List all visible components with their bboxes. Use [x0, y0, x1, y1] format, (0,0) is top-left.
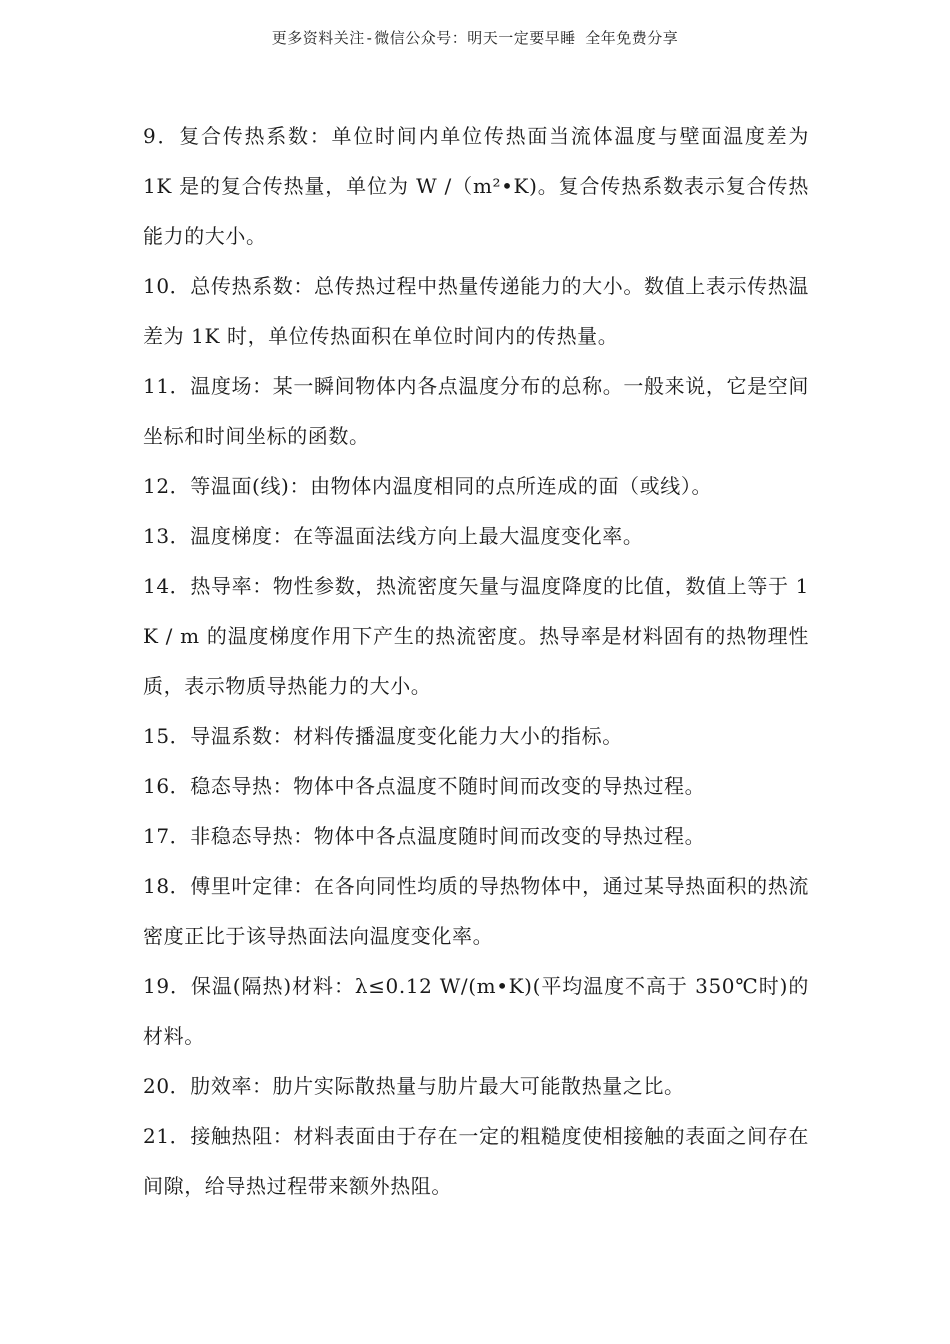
- item-definition: 材料表面由于存在一定的粗糙度使相接触的表面之间存在间隙，给导热过程带来额外热阻。: [143, 1124, 810, 1198]
- item-number: 19．: [143, 974, 191, 998]
- item-term: 温度场：: [190, 374, 273, 398]
- item-term: 温度梯度：: [190, 524, 294, 548]
- definition-item: [143, 561, 809, 711]
- item-number: 16．: [143, 774, 191, 798]
- definition-item: [143, 111, 809, 261]
- definition-item: [143, 861, 809, 961]
- item-definition: 在各向同性均质的导热物体中，通过某导热面积的热流密度正比于该导热面法向温度变化率。: [143, 874, 809, 948]
- item-definition: 材料传播温度变化能力大小的指标。: [293, 724, 623, 748]
- item-number: 20．: [143, 1074, 191, 1098]
- item-definition: 某一瞬间物体内各点温度分布的总称。一般来说，它是空间坐标和时间坐标的函数。: [143, 374, 809, 448]
- definition-item: [143, 711, 809, 761]
- item-definition: 肋片实际散热量与肋片最大可能散热量之比。: [272, 1074, 685, 1098]
- item-term: 非稳态导热：: [190, 824, 314, 848]
- definition-item: [143, 261, 809, 361]
- item-definition: 物体中各点温度随时间而改变的导热过程。: [313, 824, 706, 848]
- item-term: 复合传热系数：: [179, 124, 332, 148]
- definition-item: [143, 761, 809, 811]
- item-definition: λ≤0.12 W/(m•K)(平均温度不高于 350℃时)的材料。: [143, 974, 810, 1048]
- item-definition: 单位时间内单位传热面当流体温度与壁面温度差为 1K 是的复合传热量，单位为 W /（m²•K)。复合传热系数表示复合传热能力的大小。: [143, 124, 810, 248]
- item-number: 10．: [143, 274, 191, 298]
- item-number: 17．: [143, 824, 191, 848]
- item-definition: 总传热过程中热量传递能力的大小。数值上表示传热温差为 1K 时，单位传热面积在单位时间内的传热量。: [143, 274, 809, 348]
- item-number: 12．: [143, 474, 191, 498]
- definition-item: [143, 511, 809, 561]
- definition-list: [143, 111, 809, 1211]
- item-term: 总传热系数：: [190, 274, 315, 298]
- item-number: 15．: [143, 724, 191, 748]
- item-term: 接触热阻：: [190, 1124, 294, 1148]
- item-term: 稳态导热：: [190, 774, 294, 798]
- page-header: 更多资料关注-微信公众号：明天一定要早睡 全年免费分享: [271, 29, 679, 47]
- item-definition: 由物体内温度相同的点所连成的面（或线）。: [310, 474, 713, 498]
- definition-item: [143, 961, 809, 1061]
- item-number: 13．: [143, 524, 191, 548]
- item-term: 傅里叶定律：: [190, 874, 315, 898]
- item-number: 11．: [143, 374, 191, 398]
- item-number: 14．: [143, 574, 191, 598]
- item-number: 9．: [143, 124, 180, 148]
- item-definition: 物体中各点温度不随时间而改变的导热过程。: [293, 774, 706, 798]
- item-definition: 在等温面法线方向上最大温度变化率。: [293, 524, 644, 548]
- item-term: 保温(隔热)材料：: [190, 974, 355, 998]
- definition-item: [143, 1111, 809, 1211]
- item-definition: 物性参数，热流密度矢量与温度降度的比值，数值上等于 1 K / m 的温度梯度作用下产生的热流密度。热导率是材料固有的热物理性质，表示物质导热能力的大小。: [143, 574, 809, 698]
- definition-item: [143, 361, 809, 461]
- item-term: 肋效率：: [190, 1074, 273, 1098]
- item-number: 21．: [143, 1124, 191, 1148]
- item-term: 等温面(线)：: [190, 474, 311, 498]
- definition-item: [143, 1061, 809, 1111]
- item-number: 18．: [143, 874, 191, 898]
- item-term: 导温系数：: [190, 724, 294, 748]
- item-term: 热导率：: [190, 574, 273, 598]
- definition-item: [143, 461, 809, 511]
- definition-item: [143, 811, 809, 861]
